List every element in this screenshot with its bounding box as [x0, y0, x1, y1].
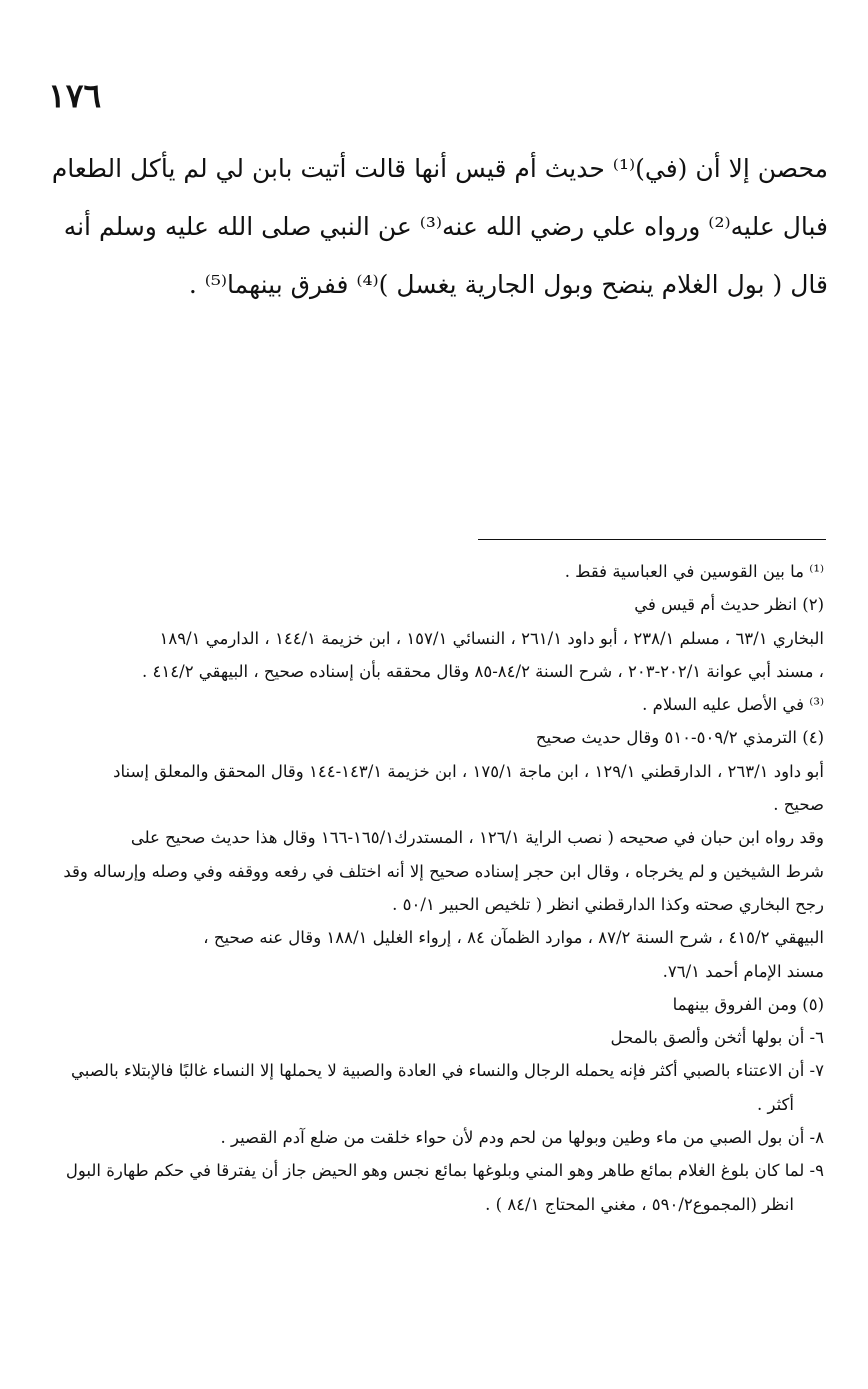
footnote-line: صحيح . — [773, 795, 824, 815]
main-text-line: فبال عليه⁽²⁾ ورواه علي رضي الله عنه⁽³⁾ عن النبي صلى الله عليه وسلم أنه — [63, 212, 828, 241]
main-text-line: محصن إلا أن (في)⁽¹⁾ حديث أم قيس أنها قالت أتيت بابن لي لم يأكل الطعام — [51, 154, 828, 183]
footnote-line: أكثر . — [756, 1094, 794, 1114]
footnote-line: ، مسند أبي عوانة ٢٠٢/١-٢٠٣ ، شرح السنة ٨٤/٢-٨٥ وقال محققه بأن إسناده صحيح ، البيهقي ٤١٤/٢ . — [142, 661, 824, 681]
footnote-line: (٤) الترمذي ٥٠٩/٢-٥١٠ وقال حديث صحيح — [535, 728, 824, 748]
footnote-line: البيهقي ٤١٥/٢ ، شرح السنة ٨٧/٢ ، موارد الظمآن ٨٤ ، إرواء الغليل ١٨٨/١ وقال عنه صحيح ، — [203, 928, 824, 948]
footnote-line: شرط الشيخين و لم يخرجاه ، وقال ابن حجر إسناده صحيح إلا أنه اختلف في رفعه ووقفه وفي وصله وإرساله وقد — [63, 861, 824, 881]
footnote-line: ٨- أن بول الصبي من ماء وطين وبولها من لحم ودم لأن حواء خلقت من ضلع آدم القصير . — [220, 1128, 824, 1148]
page-number: ١٧٦ — [48, 76, 102, 115]
footnote-line: (٢) انظر حديث أم قيس في — [634, 595, 824, 615]
footnote-line: انظر (المجموع٥٩٠/٢ ، مغني المحتاج ٨٤/١ ) . — [485, 1194, 794, 1214]
footnote-divider — [478, 539, 826, 540]
footnote-line: البخاري ٦٣/١ ، مسلم ٢٣٨/١ ، أبو داود ٢٦١/١ ، النسائي ١٥٧/١ ، ابن خزيمة ١٤٤/١ ، الدارمي ١٨٩/١ — [159, 628, 824, 648]
footnote-line: ٧- أن الاعتناء بالصبي أكثر فإنه يحمله الرجال والنساء في العادة والصبية لا يحملها إلا النساء غالبًا فالإبتلاء بالصبي — [71, 1061, 824, 1081]
main-text-line: قال ( بول الغلام ينضح وبول الجارية يغسل )⁽⁴⁾ ففرق بينهما⁽⁵⁾ . — [188, 270, 828, 299]
footnote-line: ⁽¹⁾ ما بين القوسين في العباسية فقط . — [564, 562, 824, 581]
footnote-line: ٩- لما كان بلوغ الغلام بمائع طاهر وهو المني وبلوغها بمائع نجس وهو الحيض جاز أن يفترقا في حكم طهارة البول — [65, 1161, 824, 1181]
footnote-line: مسند الإمام أحمد ٧٦/١. — [662, 961, 824, 981]
footnote-line: وقد رواه ابن حبان في صحيحه ( نصب الراية ١٢٦/١ ، المستدرك١٦٥/١-١٦٦ وقال هذا حديث صحيح على — [130, 828, 824, 848]
main-text — [38, 140, 828, 314]
footnote-line: ٦- أن بولها أثخن وألصق بالمحل — [610, 1028, 824, 1048]
footnote-line: ⁽³⁾ في الأصل عليه السلام . — [642, 695, 824, 715]
footnote-line: أبو داود ٢٦٣/١ ، الدارقطني ١٢٩/١ ، ابن ماجة ١٧٥/١ ، ابن خزيمة ١٤٣/١-١٤٤ وقال المحقق والمعلق إسناد — [113, 761, 824, 781]
footnotes — [42, 555, 824, 1221]
footnote-line: رجح البخاري صحته وكذا الدارقطني انظر ( تلخيص الحبير ٥٠/١ . — [392, 894, 824, 914]
footnote-line: (٥) ومن الفروق بينهما — [672, 994, 824, 1014]
